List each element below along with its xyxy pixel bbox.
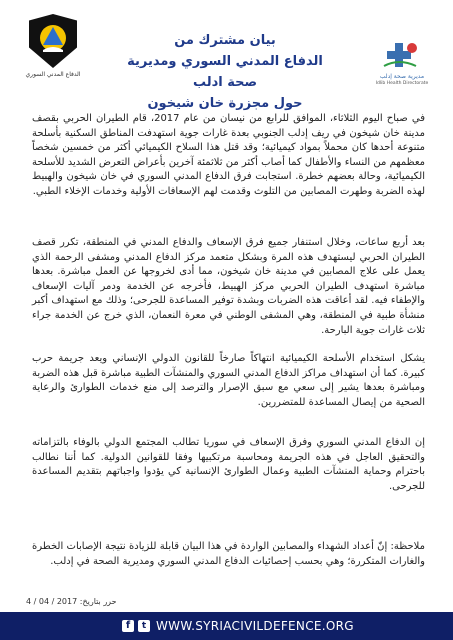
note-text: ملاحظة: إنّ أعداد الشهداء والمصابين الواردة في هذا البيان قابلة للزيادة نتيجة الإصابات الخطرة والغارات المتكررة؛ وهي بحسب إحصائيات الدفاع المدني السوري ومديرية الصحة في إدلب. <box>32 541 425 567</box>
paragraph-2-text: بعد أربع ساعات، وخلال استنفار جميع فرق الإسعاف والدفاع المدني في المنطقة، تكرر قصف الطيران الحربي ليستهدف هذه المرة وبشكل متعمد مركز الدفاع المدني ومشفى الرحمة الذي يعمل على علاج المصابين في مدينة خان شيخون، مما أدى لخروجها عن العمل مباشرة. بعدها مباشرة استهدف الطيران الحربي مركز الهبيط، فأخرجه عن الخدمة ودمر آليات الإسعاف والإطفاء فيه. لقد أعاقت هذه الضربات وبشدة توفير المساعدة للجرحى؛ وذلك مع استهداف أكبر منشأة طبية في المنطقة، وهي المشفى الوطني في معرة النعمان، الذي خرج عن الخدمة جراء ثلاث غارات جوية البارحة. <box>32 237 425 336</box>
statement-title <box>110 30 340 114</box>
health-caption-ar: مديرية صحة إدلب <box>379 73 425 80</box>
civil-defence-emblem <box>22 14 84 92</box>
idlib-health-logo <box>372 40 432 92</box>
health-directorate-icon <box>372 40 432 72</box>
paragraph-3-text: يشكل استخدام الأسلحة الكيميائية انتهاكاً صارخاً للقانون الدولي الإنساني ويعد جريمة حرب كبيرة. كما أن استهداف مراكز الدفاع المدني السوري والمنشآت الطبية مباشرة قبل هذه الضربة ومباشرة بعدها يشير إلى سعي مع سبق الإصرار والترصد إلى منع خدمات الطوارئ والرعاية الصحية من إيصال المساعدة للمتضررين. <box>32 353 425 408</box>
issue-date: حرر بتاريخ: 2017 / 04 / 4 <box>26 597 117 606</box>
note-paragraph <box>32 540 425 569</box>
twitter-icon[interactable]: t <box>138 620 150 632</box>
title-line-3: حول مجزرة خان شيخون <box>147 96 303 111</box>
footer-bar <box>0 612 453 640</box>
white-helmet-icon <box>29 14 77 68</box>
paragraph-attack <box>32 112 425 200</box>
paragraph-4-text: إن الدفاع المدني السوري وفرق الإسعاف في سوريا تطالب المجتمع الدولي بالوفاء بالتزاماته والتحقيق العاجل في هذه الجريمة ومحاسبة مرتكبيها وفقا للقوانين الدولية. كما أننا نطالب باحترام وحماية المنشآت الطبية وعمال الطوارئ الإنسانية كي يؤدوا واجباتهم بتقديم المساعدة للجرحى. <box>32 437 425 492</box>
title-line-2: الدفاع المدني السوري ومديرية صحة ادلب <box>127 54 323 90</box>
civil-defence-caption: الدفاع المدني السوري <box>25 71 81 78</box>
header <box>0 0 453 111</box>
website-link[interactable]: WWW.SYRIACIVILDEFENCE.ORG <box>156 619 354 633</box>
facebook-icon[interactable]: f <box>122 620 134 632</box>
health-caption-en: Idlib Health Directorate <box>375 81 429 86</box>
title-line-1: بيان مشترك من <box>174 33 276 48</box>
paragraph-1-text: في صباح اليوم الثلاثاء، الموافق للرابع من نيسان من عام 2017، قام الطيران الحربي بقصف مدينة خان شيخون في ريف إدلب الجنوبي بعدة غارات جوية استهدفت المناطق السكنية بأسلحة متنوعة أحدها كان محملاً بمواد كيميائية؛ وقد قتل هذا السلاح الكيميائي أكثر من خمسين شخصاً معظمهم من النساء والأطفال كما أصاب أكثر من ثلاثمئة آخرين بأعراض التعرض الشديد للأسلحة الكيميائية، وحالة بعضهم خطرة. استجابت فرق الدفاع المدني السوري في خان شيخون والهبيط لهذه الضربة وطهرت المصابين من التلوث وقدمت لهم الإسعافات الأولية وخدمات الإخلاء الطبي. <box>32 113 425 197</box>
paragraph-violation <box>32 352 425 410</box>
paragraph-targeting <box>32 236 425 338</box>
paragraph-demands <box>32 436 425 494</box>
